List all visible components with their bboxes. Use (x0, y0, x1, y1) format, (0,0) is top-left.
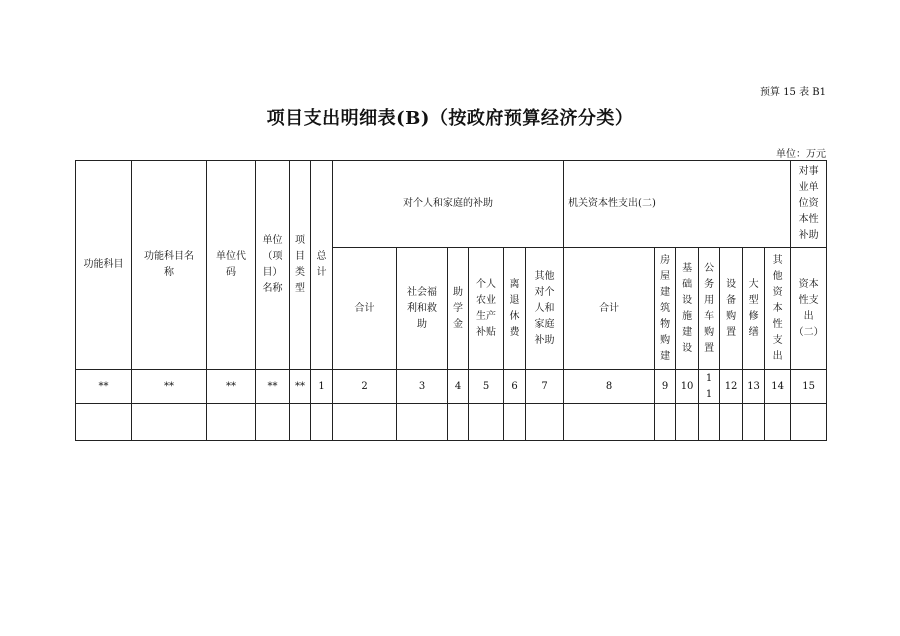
table-cell (504, 404, 526, 441)
table-cell: ** (132, 370, 207, 404)
table-cell (76, 404, 132, 441)
table-cell (207, 404, 256, 441)
header-capital-col: 公 务 用 车 购 置 (699, 248, 720, 370)
budget-table (75, 160, 827, 441)
table-cell: 14 (765, 370, 791, 404)
table-cell (720, 404, 743, 441)
table-cell (676, 404, 699, 441)
table-cell (311, 404, 333, 441)
header-unit-code: 单位代 码 (207, 161, 256, 370)
header-row-1 (76, 161, 827, 248)
table-cell: 4 (448, 370, 469, 404)
table-cell: ** (290, 370, 311, 404)
header-personal-col: 其他 对个 人和 家庭 补助 (526, 248, 564, 370)
header-func-subject: 功能科目 (76, 161, 132, 370)
table-cell (132, 404, 207, 441)
table-cell: 12 (720, 370, 743, 404)
unit-label: 单位：万元 (776, 149, 826, 160)
table-row-empty (76, 404, 827, 441)
table-cell (743, 404, 765, 441)
table-cell: 8 (564, 370, 655, 404)
page-title: 项目支出明细表(B)（按政府预算经济分类） (266, 108, 634, 129)
table-cell: 10 (676, 370, 699, 404)
header-group-personal: 对个人和家庭的补助 (333, 161, 564, 248)
table-cell (791, 404, 827, 441)
header-capital-col: 基 础 设 施 建 设 (676, 248, 699, 370)
header-subsidy-col: 资本 性支 出 （二） (791, 248, 827, 370)
header-personal-col: 离 退 休 费 (504, 248, 526, 370)
form-number: 预算 15 表 B1 (760, 87, 826, 98)
table-cell: 3 (397, 370, 448, 404)
table-cell (526, 404, 564, 441)
table-cell: 9 (655, 370, 676, 404)
table-cell: 2 (333, 370, 397, 404)
table-cell (655, 404, 676, 441)
header-capital-col: 房 屋 建 筑 物 购 建 (655, 248, 676, 370)
header-personal-col: 助 学 金 (448, 248, 469, 370)
table-cell: 1 1 (699, 370, 720, 404)
table-cell: ** (76, 370, 132, 404)
header-capital-col: 合计 (564, 248, 655, 370)
header-personal-col: 个人 农业 生产 补贴 (469, 248, 504, 370)
header-capital-col: 大 型 修 缮 (743, 248, 765, 370)
table-cell (333, 404, 397, 441)
table-cell: 13 (743, 370, 765, 404)
table-cell: ** (207, 370, 256, 404)
header-personal-col: 社会福 利和救 助 (397, 248, 448, 370)
header-capital-col: 其 他 资 本 性 支 出 (765, 248, 791, 370)
table-cell (765, 404, 791, 441)
table-cell (699, 404, 720, 441)
header-group-capital: 机关资本性支出(二) (564, 161, 791, 248)
header-func-subject-name: 功能科目名 称 (132, 161, 207, 370)
header-personal-col: 合计 (333, 248, 397, 370)
header-capital-col: 设 备 购 置 (720, 248, 743, 370)
table-cell (469, 404, 504, 441)
table-cell: ** (256, 370, 290, 404)
header-unit-project-name: 单位 （项 目） 名称 (256, 161, 290, 370)
table-cell: 6 (504, 370, 526, 404)
table-cell: 7 (526, 370, 564, 404)
table-cell: 5 (469, 370, 504, 404)
table-cell (564, 404, 655, 441)
table-row-index (76, 370, 827, 404)
table-cell (448, 404, 469, 441)
header-group-subsidy: 对事 业单 位资 本性 补助 (791, 161, 827, 248)
table-cell (256, 404, 290, 441)
table-cell (290, 404, 311, 441)
table-cell: 1 (311, 370, 333, 404)
table-cell (397, 404, 448, 441)
header-total: 总 计 (311, 161, 333, 370)
table-cell: 15 (791, 370, 827, 404)
header-project-type: 项 目 类 型 (290, 161, 311, 370)
